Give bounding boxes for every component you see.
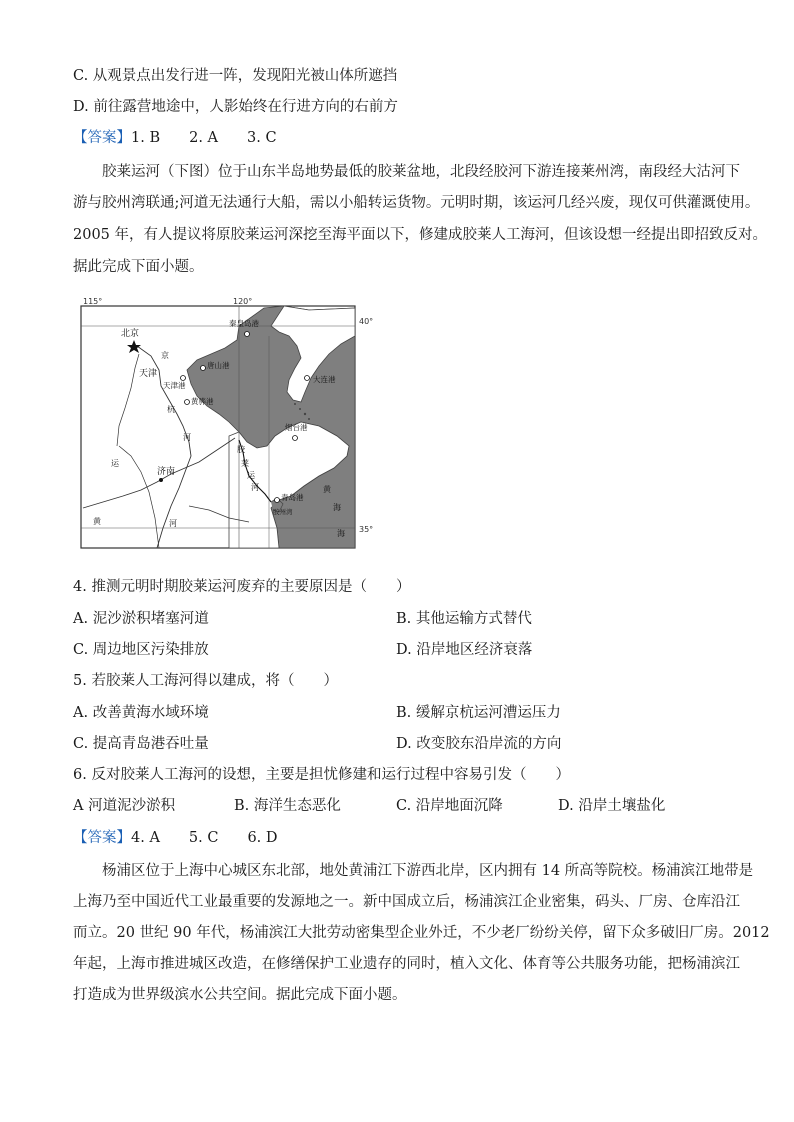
label-tianjin-port: 天津港 (163, 381, 186, 390)
port-qinhuangdao (245, 332, 250, 337)
passage2-line-5: 打造成为世界级滨水公共空间。据此完成下面小题。 (73, 987, 407, 1003)
answer-line-1 (73, 128, 277, 148)
port-qingdao (275, 498, 280, 503)
jiaolai-canal-map (79, 296, 374, 552)
label-jing: 京 (161, 351, 169, 360)
label-jiao: 胶 (237, 445, 245, 454)
label-hai: 海 (337, 529, 345, 538)
label-yun: 运 (111, 459, 119, 468)
q5-option-a: A. 改善黄海水域环境 (73, 705, 209, 721)
answer-text: 1. B 2. A 3. C (131, 130, 277, 146)
label-huang2: 黄 (323, 485, 331, 494)
port-tianjin (181, 376, 186, 381)
q6-option-a: A 河道泥沙淤积 (73, 798, 176, 814)
label-dalian: 大连港 (313, 375, 336, 384)
port-dalian (305, 376, 310, 381)
option-d-prev: D. 前往露营地途中，人影始终在行进方向的右前方 (73, 99, 398, 115)
q5-option-c: C. 提高青岛港吞吐量 (73, 736, 209, 752)
label-lai: 莱 (241, 459, 249, 468)
label-qinhuangdao: 秦皇岛港 (229, 319, 259, 328)
q4-option-a: A. 泥沙淤积堵塞河道 (73, 611, 209, 627)
label-hai-small: 海 (333, 503, 341, 512)
q5-option-d: D. 改变胶东沿岸流的方向 (396, 736, 562, 752)
passage1-line-3: 2005 年，有人提议将原胶莱运河深挖至海平面以下，修建成胶莱人工海河，但该设想一经提出即招致反对。 (73, 227, 768, 243)
passage2-line-1: 杨浦区位于上海中心城区东北部，地处黄浦江下游西北岸，区内拥有 14 所高等院校。杨浦滨江地带是 (102, 863, 754, 879)
answer-text-2: 4. A 5. C 6. D (131, 830, 278, 846)
passage1-line-2: 游与胶州湾联通;河道无法通行大船，需以小船转运货物。元明时期，该运河几经兴废，现仅可供灌溉使用。 (73, 195, 760, 211)
lat-40: 40° (359, 317, 374, 326)
answer-line-2 (73, 828, 278, 848)
q5-stem: 5. 若胶莱人工海河得以建成，将（ ） (73, 673, 338, 689)
lat-35: 35° (359, 525, 374, 534)
passage1-line-1: 胶莱运河（下图）位于山东半岛地势最低的胶莱盆地，北段经胶河下游连接莱州湾，南段经大沽河下 (102, 164, 740, 180)
passage2-line-4: 年起，上海市推进城区改造，在修缮保护工业遗存的同时，植入文化、体育等公共服务功能，把杨浦滨江 (73, 956, 740, 972)
label-jiaozhou: 胶州湾 (273, 508, 293, 516)
label-yantai: 烟台港 (285, 423, 308, 432)
q6-stem: 6. 反对胶莱人工海河的设想，主要是担忧修建和运行过程中容易引发（ ） (73, 767, 570, 783)
lon-115: 115° (83, 297, 103, 306)
answer-tag-2: 【答案】 (73, 830, 131, 846)
port-huanghua (185, 400, 190, 405)
label-he2: 河 (251, 483, 259, 492)
label-huanghua: 黄骅港 (191, 397, 214, 406)
label-jinan: 济南 (157, 467, 176, 477)
q6-option-c: C. 沿岸地面沉降 (396, 798, 503, 814)
passage2-line-3: 而立。20 世纪 90 年代，杨浦滨江大批劳动密集型企业外迁，不少老厂纷纷关停，留下众多破旧厂房。2012 (73, 925, 770, 941)
q4-option-b: B. 其他运输方式替代 (396, 611, 532, 627)
passage1-line-4: 据此完成下面小题。 (73, 259, 204, 275)
q6-option-d: D. 沿岸土壤盐化 (558, 798, 666, 814)
label-hang: 杭 (167, 405, 175, 414)
q4-option-d: D. 沿岸地区经济衰落 (396, 642, 533, 658)
label-beijing: 北京 (121, 329, 140, 339)
lon-120: 120° (233, 297, 253, 306)
answer-tag: 【答案】 (73, 130, 131, 146)
label-yun2: 运 (247, 471, 255, 480)
passage2-line-2: 上海乃至中国近代工业最重要的发源地之一。新中国成立后，杨浦滨江企业密集，码头、厂房、仓库沿江 (73, 894, 740, 910)
label-huang: 黄 (93, 517, 101, 526)
q4-option-c: C. 周边地区污染排放 (73, 642, 209, 658)
q6-option-b: B. 海洋生态恶化 (234, 798, 341, 814)
q4-stem: 4. 推测元明时期胶莱运河废弃的主要原因是（ ） (73, 579, 411, 595)
option-c-prev: C. 从观景点出发行进一阵，发现阳光被山体所遮挡 (73, 68, 398, 84)
label-tianjin: 天津 (139, 369, 158, 379)
port-yantai (293, 436, 298, 441)
port-tangshan (201, 366, 206, 371)
label-he3: 河 (169, 519, 177, 528)
label-tangshan: 唐山港 (207, 361, 230, 370)
label-qingdao: 青岛港 (281, 493, 304, 502)
label-he: 河 (183, 433, 191, 442)
q5-option-b: B. 缓解京杭运河漕运压力 (396, 705, 561, 721)
